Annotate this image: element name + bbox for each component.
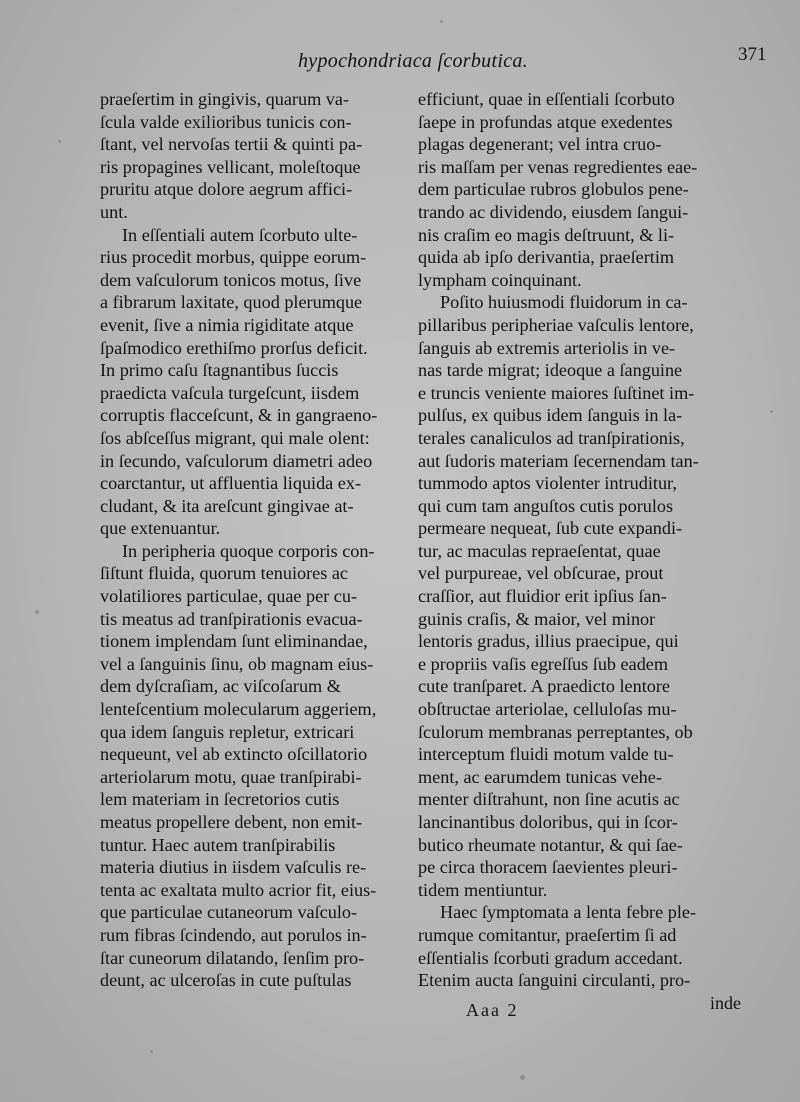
text-line: pillaribus peripheriae vaſculis lentore,	[418, 314, 694, 335]
text-line: nas tarde migrat; ideoque a ſanguine	[418, 360, 683, 381]
text-line: interceptum fluidi motum valde tu-	[418, 744, 674, 765]
text-line: vel a ſanguinis ſinu, ob magnam eius-	[100, 653, 374, 674]
text-line: pulſus, ex quibus idem ſanguis in la-	[418, 405, 683, 426]
page-number: 371	[738, 44, 767, 65]
text-line: deunt, ac ulceroſas in cute puſtulas	[100, 970, 352, 991]
text-line: In primo caſu ſtagnantibus ſuccis	[100, 360, 339, 381]
text-line: tis meatus ad tranſpirationis evacua-	[100, 608, 363, 629]
text-line: nequeunt, vel ab extincto oſcillatorio	[100, 744, 368, 765]
text-line: lancinantibus doloribus, qui in ſcor-	[418, 812, 678, 832]
left-text-column	[100, 88, 424, 992]
text-line: tuntur. Haec autem tranſpirabilis	[100, 834, 336, 855]
text-line: quida ab ipſo derivantia, praeſertim	[418, 247, 675, 268]
paper-speck	[520, 1075, 525, 1080]
text-line: dem dyſcraſiam, ac viſcoſarum &	[100, 676, 341, 697]
text-line: ris propagines vellicant, moleſtoque	[100, 156, 361, 177]
text-line: materia diutius in iisdem vaſculis re-	[100, 857, 367, 878]
text-line: ſtant, vel nervoſas tertii & quinti pa-	[100, 134, 363, 155]
text-line: praeſertim in gingivis, quarum va-	[100, 89, 350, 109]
text-line: Etenim aucta ſanguini circulanti, pro-	[418, 970, 691, 991]
text-line: ſtar cuneorum dilatando, ſenſim pro-	[100, 947, 365, 968]
text-line: lentoris gradus, illius praecipue, qui	[418, 631, 679, 652]
text-line: ſiſtunt fluida, quorum tenuiores ac	[100, 563, 349, 584]
text-line: plagas degenerant; vel intra cruo-	[418, 134, 662, 155]
text-line: qua idem ſanguis repletur, extricari	[100, 721, 355, 742]
text-line: e truncis veniente maiores ſuſtinet im-	[418, 382, 695, 403]
text-line: que particulae cutaneorum vaſculo-	[100, 902, 358, 923]
text-line: unt.	[100, 201, 128, 222]
text-line: ſculorum membranas perreptantes, ob	[418, 721, 693, 742]
text-line: obſtructae arteriolae, celluloſas mu-	[418, 699, 677, 720]
text-line: arteriolarum motu, quae tranſpirabi-	[100, 766, 362, 787]
text-line: e propriis vaſis egreſſus ſub eadem	[418, 653, 669, 674]
text-line: dem particulae rubros globulos pene-	[418, 179, 689, 200]
text-line: tionem implendam ſunt eliminandae,	[100, 631, 368, 652]
text-line: vel purpureae, vel obſcurae, prout	[418, 563, 664, 584]
paper-speck	[770, 410, 773, 413]
paper-speck	[150, 1050, 153, 1053]
text-line: lem materiam in ſecretorios cutis	[100, 789, 340, 810]
text-line: rumque comitantur, praeſertim ſi ad	[418, 924, 677, 945]
right-text-column	[418, 88, 750, 992]
text-line: que extenuantur.	[100, 518, 221, 539]
text-line: evenit, ſive a nimia rigiditate atque	[100, 314, 354, 335]
text-line: Haec ſymptomata a lenta febre ple-	[440, 902, 697, 923]
text-line: nis craſim eo magis deſtruunt, & li-	[418, 224, 675, 245]
text-line: eſſentialis ſcorbuti gradum accedant.	[418, 947, 683, 968]
text-line: a fibrarum laxitate, quod plerumque	[100, 292, 363, 313]
text-line: coarctantur, ut affluentia liquida ex-	[100, 473, 362, 494]
paper-speck	[440, 20, 443, 23]
paper-speck	[35, 610, 39, 614]
text-line: butico rheumate notantur, & qui ſae-	[418, 834, 683, 855]
text-line: craſſior, aut fluidior erit ipſius ſan-	[418, 586, 667, 607]
text-line: In peripheria quoque corporis con-	[122, 540, 375, 561]
text-line: in ſecundo, vaſculorum diametri adeo	[100, 450, 373, 471]
text-line: tummodo aptos violenter intruditur,	[418, 473, 677, 494]
text-line: dem vaſculorum tonicos motus, ſive	[100, 269, 362, 290]
text-line: aut ſudoris materiam ſecernendam tan-	[418, 450, 699, 471]
text-line: rum fibras ſcindendo, aut porulos in-	[100, 924, 367, 945]
text-line: ſos abſceſſus migrant, qui male olent:	[100, 427, 370, 448]
text-line: corruptis flacceſcunt, & in gangraeno-	[100, 405, 378, 426]
text-line: volatiliores particulae, quae per cu-	[100, 586, 358, 607]
text-line: rius procedit morbus, quippe eorum-	[100, 247, 367, 268]
text-line: efficiunt, quae in eſſentiali ſcorbuto	[418, 89, 675, 109]
text-line: cludant, & ita areſcunt gingivae at-	[100, 495, 354, 516]
text-line: permeare nequeat, ſub cute expandi-	[418, 518, 683, 539]
text-line: lenteſcentium molecularum aggeriem,	[100, 699, 377, 720]
text-line: meatus propellere debent, non emit-	[100, 812, 363, 832]
text-line: lympham coinquinant.	[418, 269, 582, 290]
text-line: praedicta vaſcula turgeſcunt, iisdem	[100, 382, 360, 403]
text-line: menter diſtrahunt, non ſine acutis ac	[418, 789, 680, 810]
running-title: hypochondriaca ſcorbutica.	[298, 50, 528, 72]
text-line: qui cum tam anguſtos cutis porulos	[418, 495, 674, 516]
text-line: tenta ac exaltata multo acrior fit, eius-	[100, 879, 377, 900]
text-line: ris maſſam per venas regredientes eae-	[418, 156, 698, 177]
text-line: tidem mentiuntur.	[418, 879, 548, 900]
text-line: pruritu atque dolore aegrum affici-	[100, 179, 353, 200]
signature-mark: Aaa 2	[466, 1000, 519, 1020]
catchword: inde	[710, 993, 741, 1013]
text-line: Poſito huiusmodi fluidorum in ca-	[440, 292, 688, 313]
text-line: tur, ac maculas repraeſentat, quae	[418, 540, 661, 561]
text-line: In eſſentiali autem ſcorbuto ulte-	[122, 224, 358, 245]
text-line: ſpaſmodico erethiſmo prorſus deficit.	[100, 337, 368, 358]
text-line: terales canaliculos ad tranſpirationis,	[418, 427, 685, 448]
text-line: ſaepe in profundas atque exedentes	[418, 111, 673, 132]
text-line: cute tranſparet. A praedicto lentore	[418, 676, 670, 697]
text-line: pe circa thoracem ſaevientes pleuri-	[418, 857, 678, 878]
paper-speck	[58, 140, 61, 143]
text-line: ment, ac earumdem tunicas vehe-	[418, 766, 662, 787]
text-line: trando ac dividendo, eiusdem ſangui-	[418, 201, 689, 222]
text-line: ſcula valde exilioribus tunicis con-	[100, 111, 352, 132]
text-line: guinis craſis, & maior, vel minor	[418, 608, 656, 629]
text-line: ſanguis ab extremis arteriolis in ve-	[418, 337, 676, 358]
